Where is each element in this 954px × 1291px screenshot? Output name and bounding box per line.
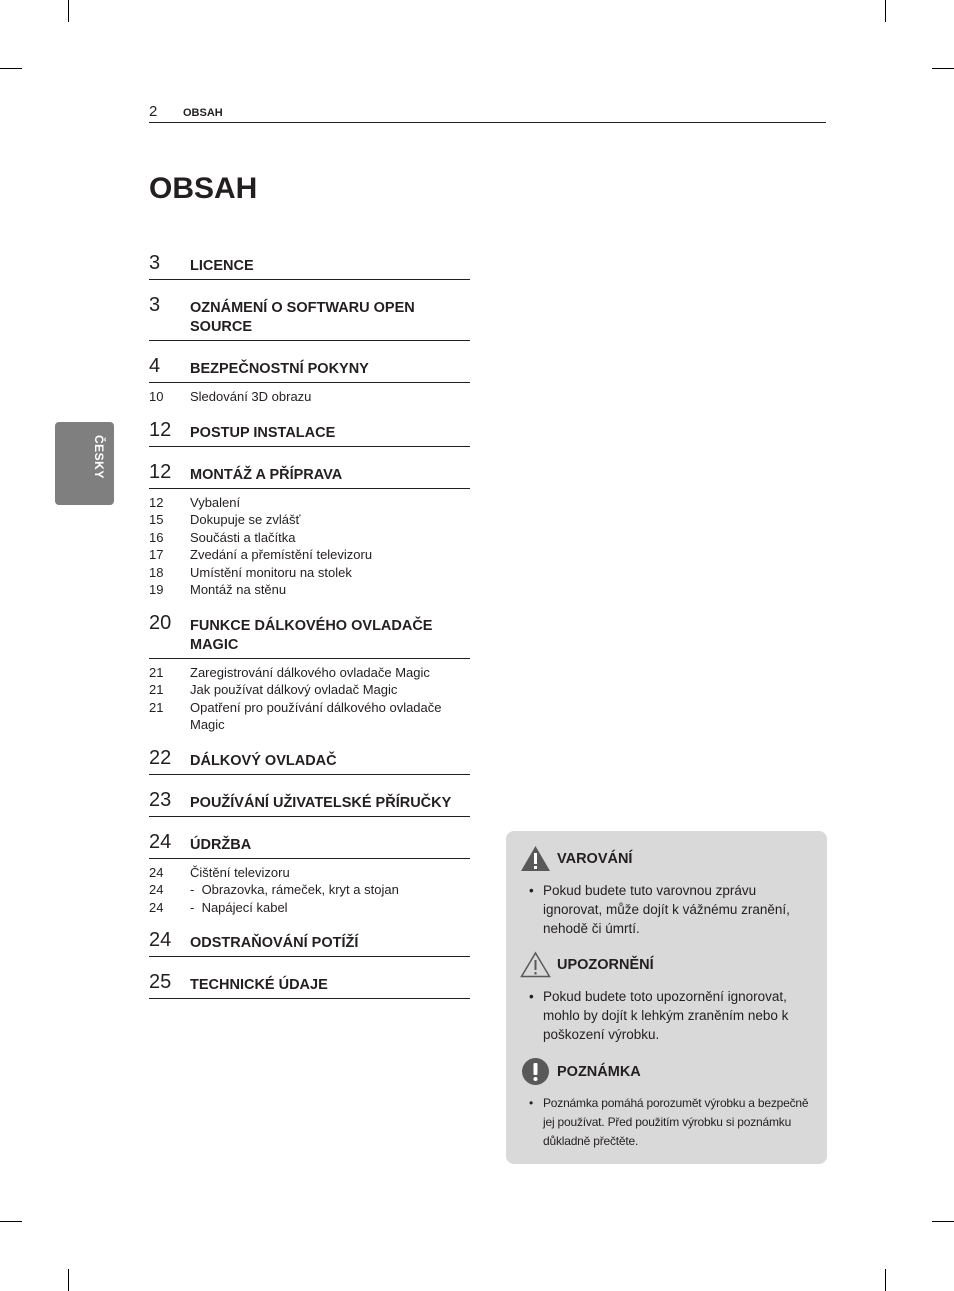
toc-sub-list bbox=[149, 489, 470, 599]
toc-section-title: LICENCE bbox=[190, 258, 254, 274]
language-tab-label: ČESKY bbox=[92, 435, 106, 479]
toc-sub-title: Opatření pro používání dálkového ovladače Magic bbox=[190, 699, 442, 732]
toc-sub-item bbox=[149, 546, 470, 564]
running-header bbox=[149, 103, 826, 123]
crop-mark bbox=[885, 1269, 886, 1291]
note-heading bbox=[520, 1057, 641, 1086]
toc-sub-item bbox=[149, 529, 470, 547]
toc-section-page: 3 bbox=[149, 294, 161, 316]
toc-section bbox=[149, 969, 470, 999]
toc-section bbox=[149, 787, 470, 817]
toc-section-page: 20 bbox=[149, 611, 172, 634]
toc-sub-page: 18 bbox=[149, 564, 164, 580]
toc-section bbox=[149, 459, 470, 489]
note-label: POZNÁMKA bbox=[557, 1063, 641, 1080]
warning-text: • Pokud budete tuto varovnou zprávu ignorovat, může dojít k vážnému zranění, nehodě či úmrtí. bbox=[543, 881, 813, 938]
crop-mark bbox=[932, 68, 954, 69]
toc-section-page: 24 bbox=[149, 929, 172, 951]
toc-sub-page: 10 bbox=[149, 389, 164, 404]
toc-sub-item bbox=[149, 581, 470, 599]
crop-mark bbox=[0, 1221, 22, 1222]
toc-sub-list bbox=[149, 383, 470, 406]
toc-sub-title: Sledování 3D obrazu bbox=[190, 389, 312, 404]
warning-filled-triangle-icon bbox=[520, 845, 551, 872]
toc-section-title: BEZPEČNOSTNÍ POKYNY bbox=[190, 361, 369, 377]
toc-sub-page: 24 bbox=[149, 882, 164, 897]
toc-sub-page: 24 bbox=[149, 864, 164, 880]
toc-sub-item bbox=[149, 564, 470, 582]
toc-section bbox=[149, 745, 470, 775]
toc-section-title: DÁLKOVÝ OVLADAČ bbox=[190, 752, 337, 769]
crop-mark bbox=[68, 0, 69, 22]
toc-sub-item bbox=[149, 699, 470, 734]
toc-section-page: 4 bbox=[149, 355, 161, 377]
toc-sub-page: 21 bbox=[149, 682, 164, 697]
toc-section-title: OZNÁMENÍ O SOFTWARU OPEN SOURCE bbox=[190, 300, 415, 335]
page-number: 2 bbox=[149, 103, 158, 120]
toc-sub-title: Umístění monitoru na stolek bbox=[190, 564, 352, 580]
note-text: • Poznámka pomáhá porozumět výrobku a bezpečně jej používat. Před použitím výrobku si poznámku důkladně přečtěte. bbox=[543, 1094, 813, 1151]
caution-label: UPOZORNĚNÍ bbox=[557, 956, 654, 973]
toc-sub-title: Vybalení bbox=[190, 494, 241, 510]
toc-section-title: FUNKCE DÁLKOVÉHO OVLADAČE MAGIC bbox=[190, 617, 433, 653]
toc-sub-page: 15 bbox=[149, 512, 164, 527]
toc-section bbox=[149, 353, 470, 383]
toc-section-page: 25 bbox=[149, 971, 172, 993]
toc-section-title: ÚDRŽBA bbox=[190, 836, 252, 853]
toc-section-page: 22 bbox=[149, 746, 172, 769]
caution-outline-triangle-icon bbox=[520, 951, 551, 978]
toc-sub-item bbox=[149, 681, 470, 699]
toc-sub-item bbox=[149, 881, 470, 899]
toc-sub-title: Dokupuje se zvlášť bbox=[190, 512, 301, 527]
toc-section bbox=[149, 250, 470, 280]
crop-mark bbox=[68, 1269, 69, 1291]
toc-sub-item bbox=[149, 864, 470, 882]
toc-sub-page: 17 bbox=[149, 547, 164, 562]
crop-mark bbox=[0, 68, 22, 69]
warning-heading bbox=[520, 845, 632, 872]
toc-sub-item bbox=[149, 899, 470, 917]
running-title: OBSAH bbox=[183, 107, 223, 119]
toc-sub-item bbox=[149, 664, 470, 682]
toc-sub-page: 21 bbox=[149, 664, 164, 680]
toc-section-title: MONTÁŽ A PŘÍPRAVA bbox=[190, 466, 343, 483]
toc-section-page: 3 bbox=[149, 252, 161, 274]
toc-section bbox=[149, 610, 470, 659]
warning-label: VAROVÁNÍ bbox=[557, 850, 633, 867]
toc-sub-title: Jak používat dálkový ovladač Magic bbox=[190, 682, 398, 697]
toc-section bbox=[149, 829, 470, 859]
toc-sub-title: Montáž na stěnu bbox=[190, 582, 287, 597]
toc-section bbox=[149, 417, 470, 447]
toc-sub-title: Zvedání a přemístění televizoru bbox=[190, 547, 373, 562]
toc-sub-page: 12 bbox=[149, 494, 164, 510]
page-title: OBSAH bbox=[149, 172, 258, 205]
toc-section bbox=[149, 292, 470, 341]
toc-section-title: ODSTRAŇOVÁNÍ POTÍŽÍ bbox=[190, 935, 359, 951]
toc-sub-title: - Napájecí kabel bbox=[190, 899, 470, 917]
toc-sub-page: 19 bbox=[149, 582, 164, 597]
caution-heading bbox=[520, 951, 654, 978]
toc-sub-item bbox=[149, 388, 470, 406]
toc-section bbox=[149, 927, 470, 957]
toc-sub-list bbox=[149, 859, 470, 917]
toc-sub-item bbox=[149, 494, 470, 512]
note-exclamation-circle-icon bbox=[520, 1057, 551, 1086]
toc-sub-page: 21 bbox=[149, 699, 164, 715]
toc-section-title: TECHNICKÉ ÚDAJE bbox=[190, 977, 328, 993]
toc-sub-page: 16 bbox=[149, 529, 164, 545]
safety-notes-box bbox=[506, 831, 827, 1164]
toc-section-page: 23 bbox=[149, 788, 172, 811]
toc-section-title: POSTUP INSTALACE bbox=[190, 424, 336, 441]
crop-mark bbox=[885, 0, 886, 22]
language-tab bbox=[55, 422, 114, 505]
toc-sub-title: - Obrazovka, rámeček, kryt a stojan bbox=[190, 881, 470, 899]
toc-section-title: POUŽÍVÁNÍ UŽIVATELSKÉ PŘÍRUČKY bbox=[190, 794, 452, 811]
caution-text: • Pokud budete toto upozornění ignorovat, mohlo by dojít k lehkým zraněním nebo k poškození výrobku. bbox=[543, 987, 813, 1044]
toc-sub-title: Součásti a tlačítka bbox=[190, 529, 296, 545]
toc-section-page: 24 bbox=[149, 830, 172, 853]
toc-section-page: 12 bbox=[149, 460, 172, 483]
toc-sub-title: Zaregistrování dálkového ovladače Magic bbox=[190, 664, 430, 680]
toc-sub-title: Čištění televizoru bbox=[190, 864, 290, 880]
toc-sub-list bbox=[149, 659, 470, 734]
toc-section-page: 12 bbox=[149, 418, 172, 441]
toc-sub-page: 24 bbox=[149, 899, 164, 915]
toc-sub-item bbox=[149, 511, 470, 529]
table-of-contents bbox=[149, 250, 470, 999]
crop-mark bbox=[932, 1221, 954, 1222]
